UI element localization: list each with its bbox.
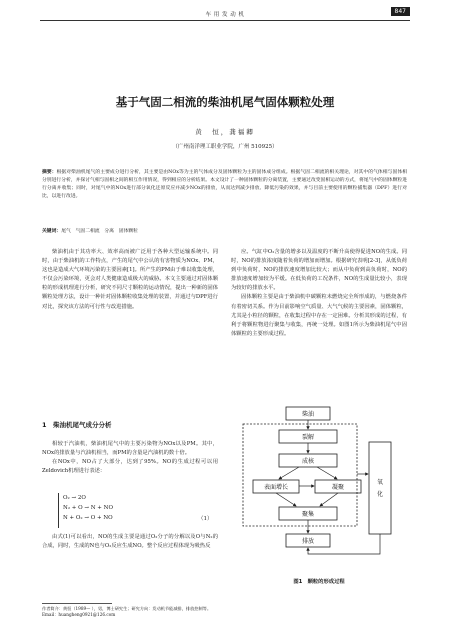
label-condense: 凝聚 [331, 484, 345, 491]
paragraph: 由式(1)可以看出，NO的生成主要是通过O₂分子的分解以及O与N₂的合成，同时，生成的N也与O₂反应生成NO。整个反应过程体现为吸热反 [42, 534, 218, 550]
node-oxidation [369, 442, 391, 534]
equation-explanation [42, 533, 218, 551]
journal-header: 车 用 发 动 机 [205, 12, 245, 18]
paragraph: 相较于汽油机，柴油机尾气中的主要污染物为NOx以及PM。其中，NOx的排放量与汽油机相当，而PM的含量是汽油机的数十倍。 [42, 441, 218, 457]
paragraph: 在NOx中，NO占了大部分，达到了95%。NO的生成过程可以用Zeldovich机理进行表述： [42, 459, 218, 475]
label-diesel: 柴油 [301, 411, 315, 418]
label-gather: 聚集 [301, 511, 315, 518]
authors: 黄 恒，龚福卿 [195, 128, 255, 136]
author-footnote: 作者简介：黄恒（1989— ），男，博士研究生；研究方向：发动机节能减排，排放控制等。 Email：huangheng0921@126.com [42, 606, 212, 617]
section-paragraphs [42, 440, 218, 476]
label-oxidation-char-1: 氧 [376, 479, 384, 486]
section-heading: 1 柴油机尾气成分分析 [42, 421, 112, 429]
arrow-down [279, 467, 299, 479]
right-column-text [231, 248, 407, 339]
keywords [42, 227, 407, 234]
header-rule [40, 20, 410, 21]
label-crack: 裂解 [301, 434, 315, 441]
footnote-rule [42, 603, 112, 604]
paragraph: 固体颗粒主要是由于柴油机中碳颗粒未燃烧完全所形成的，与燃烧条件有着密切关系。作为目前影响空气质量、大气气候的主要因素，固体颗粒，尤其是小粒径的颗粒，在收集过程中存在一定困难。分析其形成的过程，有利于将颗粒物进行聚集与收集，再统一处理。如图1所示为柴油机尾气中固体颗粒的主要形成过程。 [231, 294, 407, 337]
equation: N + O₂ → O + NO [63, 515, 113, 521]
page-number: 847 [391, 7, 410, 16]
label-emit: 排放 [301, 538, 315, 545]
arrow-down [320, 493, 338, 506]
label-surface: 表面增长 [263, 484, 289, 491]
abstract [42, 169, 407, 201]
abstract-text: 根据对柴油机尾气的主要成分进行分析，其主要是由NOx等为主的气体成分及固体颗粒为主的固体成分组成。根据气固二相流的相关理论，对其中的气体相与固体相分别进行分析，并探讨气相与固相之间的相互作用情况，得到相应的分析结果。本文设计了一种固体颗粒的分离装置，主要通过改变固相运动的方式，将尾气中的固体颗粒进行分离并收集；同时，对尾气中的NOx进行部分氧化还原反应并减少NOx的排放，从而达到减少排放、降低污染的效果，并与目前主要使用的颗粒捕集器（DPF）进行对比，以进行改进。 [42, 170, 407, 199]
paragraph: 柴油机由于其功率大、效率高而被广泛用于各种大型运输系统中。同时，由于柴油机的工作特点，产生的尾气中公认的有害物质为NOx、PM，这也是造成大气环境污染的主要因素[1]。所产生的PM由于难以收集处理，不仅会污染环境，更会对人类健康造成极大的威胁。本文主要通过对固体颗粒的形成机理进行分析，研究不同尺寸颗粒的运动情况，提出一种新的固体颗粒处理方法，设计一种针对固体颗粒收集处理的装置，并通过与DPF进行对比，探究该方法的可行性与改进措施。 [42, 249, 218, 310]
equation-block [58, 493, 199, 528]
keywords-label: 关键词： [42, 229, 62, 234]
keywords-text: 尾气 气固二相流 分离 固体颗粒 [61, 229, 138, 234]
paper-title: 基于气固二相流的柴油机尾气固体颗粒处理 [115, 95, 335, 109]
affiliation: （广州南洋理工职业学院，广州 510925） [172, 144, 278, 150]
arrow-down [317, 467, 337, 479]
figure-caption: 图1 颗粒的形成过程 [293, 579, 345, 585]
equation: O₂ → 2O [63, 495, 86, 501]
intro-paragraph [42, 248, 218, 312]
label-nucleation: 成核 [301, 458, 315, 465]
abstract-label: 摘要： [42, 170, 57, 175]
equation: N₂ + O → N + NO [63, 505, 113, 511]
formation-process-diagram [231, 404, 407, 574]
arrow-down [276, 493, 296, 506]
label-oxidation-char-2: 化 [376, 491, 384, 498]
equation-number: （1） [198, 516, 213, 522]
paragraph: 应。气缸中O₂含量的增多以及温度的不断升高使得促进NO的生成。同时，NO的排放浓度随着负荷的增加而增加。根据研究表明[2-3]，从低负荷到中负荷时，NO的排放速度增加比较大；而从中负荷到高负荷时，NO的排放速度增加较为平缓。在低负荷的工况条件，NO的生成量比较小，表现为较好的排放水平。 [231, 249, 407, 292]
